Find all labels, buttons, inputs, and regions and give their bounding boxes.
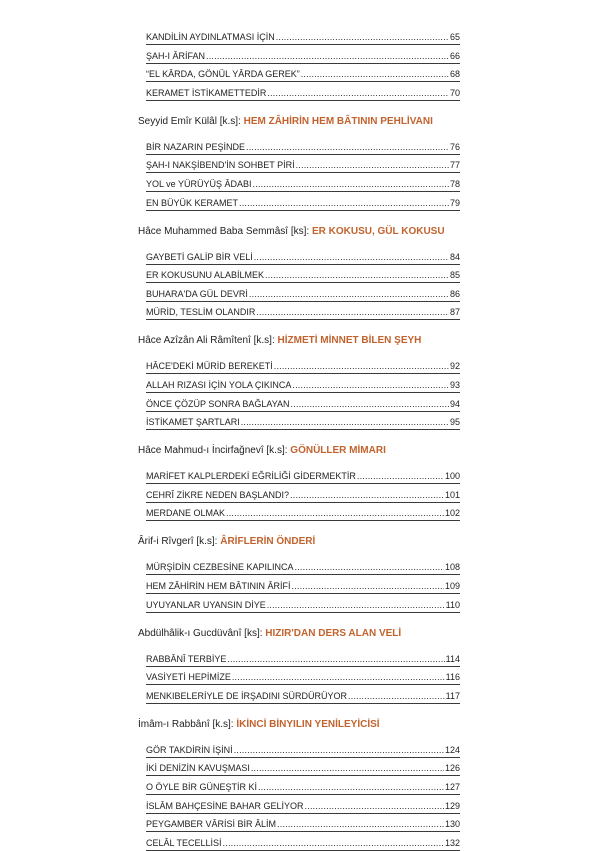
dot-leader [267, 599, 445, 612]
toc-entry[interactable] [146, 652, 460, 667]
dot-leader [251, 762, 444, 775]
toc-entry[interactable] [146, 488, 460, 503]
toc-entry[interactable] [146, 67, 460, 82]
entry-title: BİR NAZARIN PEŞİNDE [146, 141, 246, 152]
entry-page-number: 78 [449, 179, 460, 189]
entry-page-number: 124 [444, 744, 460, 755]
entry-page-number: 94 [449, 398, 460, 409]
toc-entry[interactable] [146, 49, 460, 64]
entry-page-number: 114 [445, 653, 460, 664]
dot-leader [258, 781, 444, 794]
toc-entry[interactable] [146, 761, 460, 776]
toc-entry[interactable] [146, 799, 460, 814]
section-title: ÂRİFLERİN ÖNDERİ [220, 536, 316, 548]
section-author: Abdülhâlik-ı Gucdüvânî [ks]: [138, 627, 263, 639]
dot-leader [291, 398, 449, 411]
entry-title: ŞAH-I NAKŞİBEND'İN SOHBET PİRİ [146, 160, 295, 171]
entry-page-number: 92 [449, 361, 460, 372]
entry-title: İSLÂM BAHÇESİNE BAHAR GELİYOR [146, 800, 304, 811]
entry-title: İSTİKAMET ŞARTLARI [146, 417, 240, 428]
dot-leader [246, 141, 449, 154]
toc-entry[interactable] [146, 250, 460, 265]
entry-page-number: 108 [444, 562, 460, 573]
dot-leader [256, 306, 449, 319]
entry-page-number: 77 [449, 160, 460, 171]
entry-page-number: 110 [445, 599, 460, 610]
section-title: HIZIR'DAN DERS ALAN VELİ [265, 627, 402, 639]
dot-leader [292, 379, 449, 392]
entry-title: UYUYANLAR UYANSIN DİYE [146, 599, 266, 610]
toc-entry[interactable] [146, 415, 460, 430]
entry-page-number: 102 [444, 508, 460, 519]
entry-title: ALLAH RIZASI İÇİN YOLA ÇIKINCA [146, 380, 292, 390]
toc-entry[interactable] [146, 158, 460, 173]
toc-entry[interactable] [146, 140, 460, 155]
dot-leader [292, 580, 444, 593]
entry-page-number: 85 [449, 270, 460, 281]
entry-title: MÜRİD, TESLİM OLANDIR [146, 307, 256, 318]
entry-title: ŞAH-I ÂRİFAN [146, 50, 206, 61]
toc-entry[interactable] [146, 670, 460, 685]
entry-title: MARİFET KALPLERDEKİ EĞRİLİĞİ GİDERMEKTİR [146, 471, 356, 482]
entry-page-number: 93 [449, 380, 460, 390]
dot-leader [265, 269, 449, 282]
entry-page-number: 76 [449, 141, 460, 152]
dot-leader [267, 87, 449, 100]
entry-title: PEYGAMBER VÂRİSİ BİR ÂLİM [146, 819, 277, 830]
section-author: İmâm-ı Rabbânî [k.s]: [138, 718, 234, 730]
entry-title: EN BÜYÜK KERAMET [146, 197, 239, 208]
entry-title: CEHRÎ ZİKRE NEDEN BAŞLANDI? [146, 489, 290, 500]
section-heading [138, 534, 468, 550]
entry-title: VASİYETİ HEPİMİZE [146, 672, 231, 683]
entry-title: BUHARA'DA GÜL DEVRİ [146, 288, 248, 299]
entry-page-number: 101 [444, 489, 460, 500]
toc-entry[interactable] [146, 196, 460, 211]
entry-title: İKİ DENİZİN KAVUŞMASI [146, 763, 250, 774]
dot-leader [227, 653, 444, 666]
toc-entry[interactable] [146, 836, 460, 851]
dot-leader [254, 251, 449, 264]
dot-leader [357, 470, 444, 483]
entry-page-number: 130 [444, 819, 460, 830]
section-heading [138, 717, 468, 733]
entry-page-number: 70 [449, 87, 460, 98]
dot-leader [296, 159, 449, 172]
section-title: HİZMETİ MİNNET BİLEN ŞEYH [277, 335, 422, 347]
dot-leader [249, 288, 449, 301]
entry-page-number: 127 [444, 782, 460, 792]
entry-page-number: 117 [445, 690, 460, 701]
entry-page-number: 100 [444, 471, 460, 482]
section-author: Hâce Muhammed Baba Semmâsî [ks]: [138, 225, 310, 237]
toc-entry[interactable] [146, 743, 460, 758]
toc-entry[interactable] [146, 579, 460, 594]
entry-page-number: 87 [449, 307, 460, 318]
toc-entry[interactable] [146, 268, 460, 283]
dot-leader [301, 68, 449, 81]
entry-page-number: 95 [449, 417, 460, 428]
toc-entry[interactable] [146, 469, 460, 484]
entry-page-number: 86 [449, 288, 460, 299]
section-author: Hâce Mahmud-ı İncirfağnevî [k.s]: [138, 445, 288, 457]
section-heading [138, 114, 468, 130]
dot-leader [348, 690, 445, 703]
section-heading [138, 224, 468, 240]
dot-leader [241, 416, 449, 429]
toc-entry[interactable] [146, 817, 460, 832]
entry-page-number: 129 [444, 800, 460, 811]
toc-entry[interactable] [146, 177, 460, 192]
entry-page-number: 126 [444, 763, 460, 774]
section-author: Ârif-i Rîvgerî [k.s]: [138, 536, 218, 548]
section-heading [138, 626, 468, 642]
section-author: Hâce Azîzân Ali Râmîtenî [k.s]: [138, 335, 275, 347]
dot-leader [277, 818, 444, 831]
entry-title: O ÖYLE BİR GÜNEŞTİR Kİ [146, 782, 258, 792]
toc-entry[interactable] [146, 305, 460, 320]
dot-leader [234, 744, 444, 757]
dot-leader [276, 31, 449, 44]
entry-page-number: 109 [444, 581, 460, 591]
entry-page-number: 132 [444, 837, 460, 848]
entry-title: RABBÂNÎ TERBİYE [146, 653, 227, 664]
entry-title: GÖR TAKDİRİN İŞİNİ [146, 744, 233, 755]
toc-entry[interactable] [146, 378, 460, 393]
dot-leader [206, 50, 449, 63]
entry-page-number: 84 [449, 251, 460, 262]
dot-leader [274, 360, 449, 373]
toc-entry[interactable] [146, 86, 460, 101]
entry-title: YOL ve YÜRÜYÜŞ ÂDABI [146, 179, 252, 189]
toc-entry[interactable] [146, 780, 460, 795]
entry-title: HEM ZÂHİRİN HEM BÂTININ ÂRİFİ [146, 581, 291, 591]
section-heading [138, 333, 468, 349]
toc-entry[interactable] [146, 359, 460, 374]
toc-entry[interactable] [146, 689, 460, 704]
dot-leader [305, 800, 444, 813]
dot-leader [223, 837, 444, 850]
entry-title: GAYBETİ GALİP BİR VELİ [146, 251, 253, 262]
section-title: ER KOKUSU, GÜL KOKUSU [311, 225, 445, 237]
dot-leader [239, 197, 449, 210]
dot-leader [295, 561, 444, 574]
dot-leader [290, 489, 444, 502]
entry-page-number: 66 [449, 50, 460, 61]
dot-leader [232, 671, 445, 684]
section-heading [138, 443, 468, 459]
entry-title: MENKIBELERİYLE DE İRŞADINI SÜRDÜRÜYOR [146, 690, 348, 701]
entry-title: ER KOKUSUNU ALABİLMEK [146, 270, 265, 281]
entry-title: MERDANE OLMAK [146, 508, 226, 519]
dot-leader [253, 178, 449, 191]
dot-leader [226, 507, 444, 520]
toc-entry[interactable] [146, 30, 460, 45]
toc-entry[interactable] [146, 287, 460, 302]
entry-page-number: 116 [445, 672, 460, 683]
entry-page-number: 79 [449, 197, 460, 208]
entry-title: HÂCE'DEKİ MÜRİD BEREKETİ [146, 361, 273, 372]
section-author: Seyyid Emîr Külâl [k.s]: [138, 115, 241, 127]
toc-entry[interactable] [146, 397, 460, 412]
toc-entry[interactable] [146, 506, 460, 521]
entry-title: KERAMET İSTİKAMETTEDİR [146, 87, 267, 98]
section-title: GÖNÜLLER MİMARI [290, 445, 386, 457]
section-title: HEM ZÂHİRİN HEM BÂTININ PEHLİVANI [243, 115, 433, 127]
entry-title: “EL KÂRDA, GÖNÜL YÂRDA GEREK” [146, 69, 300, 80]
section-title: İKİNCİ BİNYILIN YENİLEYİCİSİ [236, 718, 380, 730]
entry-title: CELÂL TECELLİSİ [146, 837, 222, 848]
toc-entry[interactable] [146, 560, 460, 575]
entry-title: KANDİLİN AYDINLATMASI İÇİN [146, 32, 275, 42]
entry-title: ÖNCE ÇÖZÜP SONRA BAĞLAYAN [146, 398, 290, 409]
entry-title: MÜRŞİDİN CEZBESİNE KAPILINCA [146, 562, 294, 573]
entry-page-number: 68 [449, 69, 460, 80]
entry-page-number: 65 [449, 32, 460, 42]
